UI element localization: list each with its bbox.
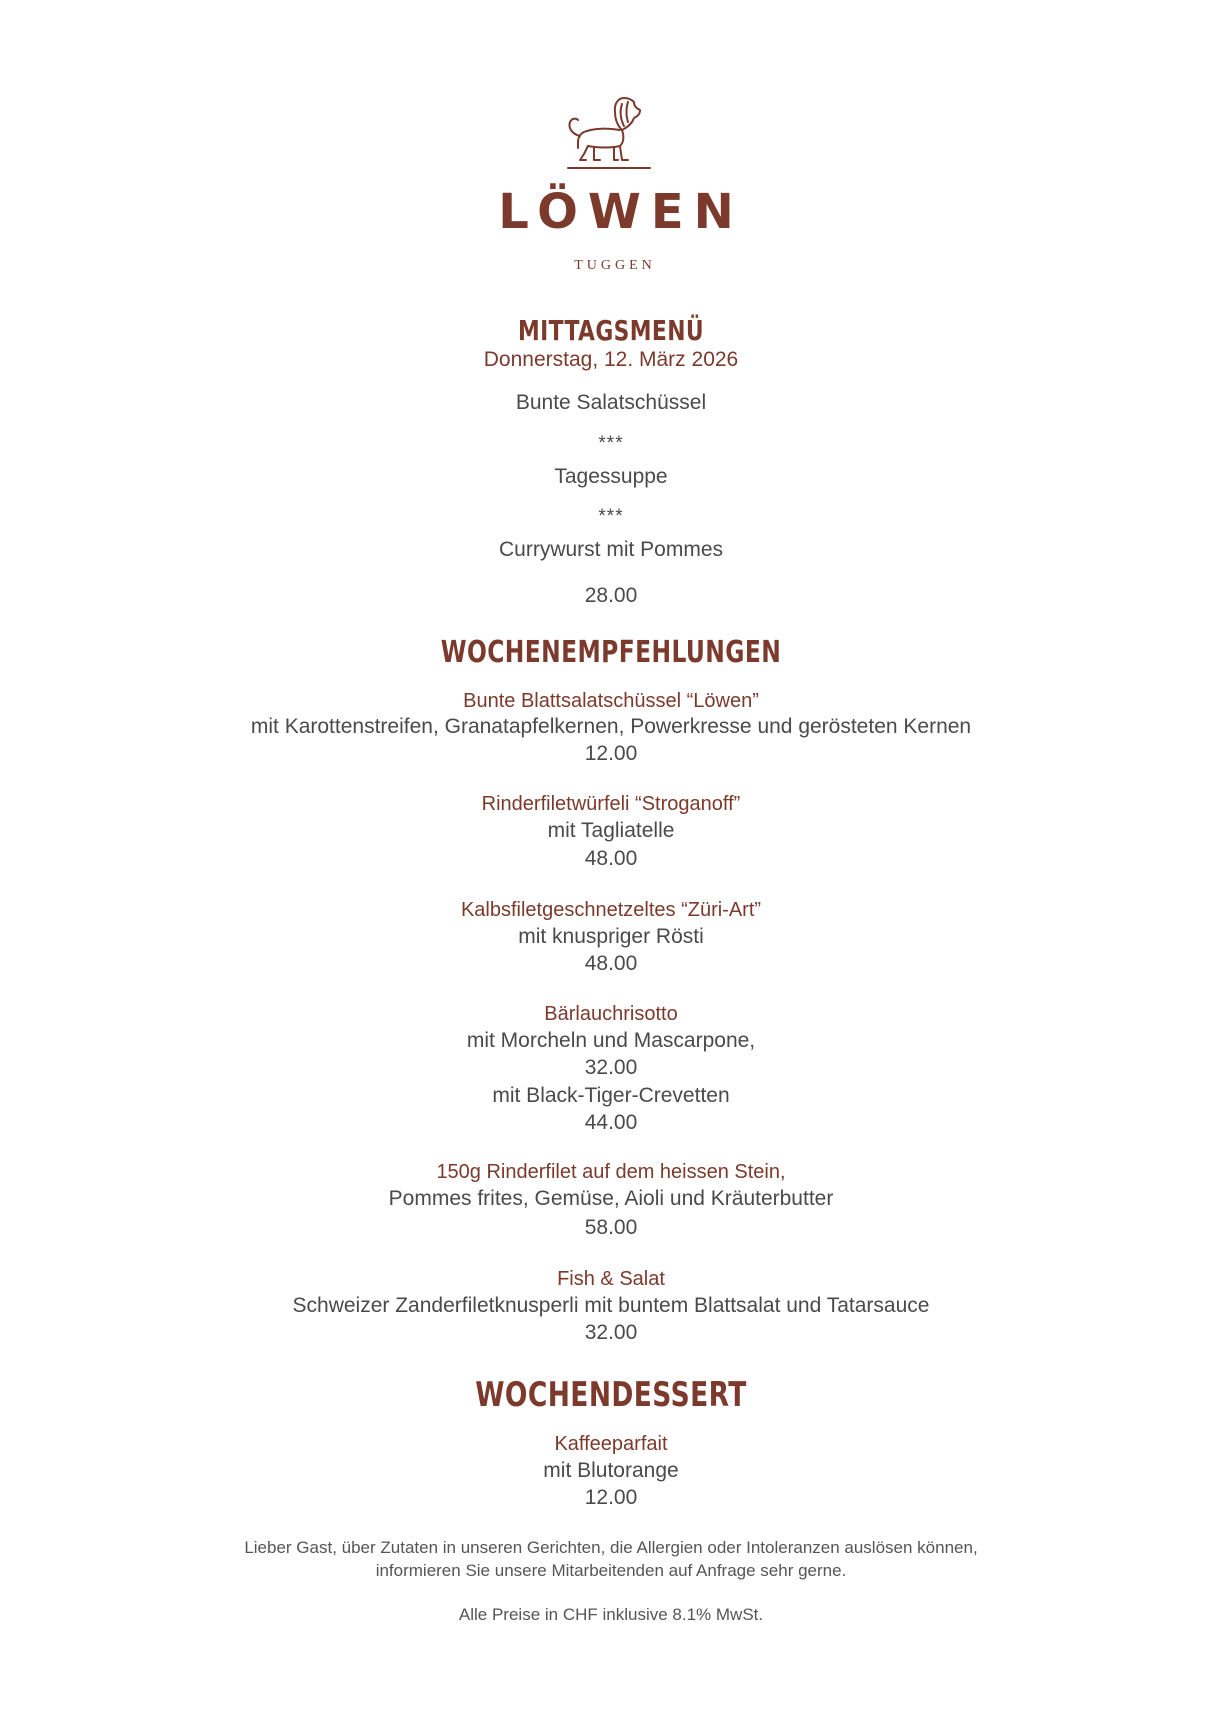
dish-name: Rinderfiletwürfeli “Stroganoff” xyxy=(481,793,741,815)
allergy-note-line-2: informieren Sie unsere Mitarbeitenden auf Anfrage sehr gerne. xyxy=(375,1561,847,1580)
lunch-date: Donnerstag, 12. März 2026 xyxy=(483,348,739,371)
dish-price: 32.00 xyxy=(584,1321,638,1344)
allergy-note-line-1: Lieber Gast, über Zutaten in unseren Gerichten, die Allergien oder Intoleranzen auslösen können, xyxy=(244,1538,978,1557)
dish-price: 48.00 xyxy=(584,847,638,870)
dish-name: Bunte Blattsalatschüssel “Löwen” xyxy=(463,690,759,712)
dish-description: mit knuspriger Rösti xyxy=(518,925,704,948)
dish-description-alt: mit Black-Tiger-Crevetten xyxy=(492,1084,730,1107)
dish-description: mit Morcheln und Mascarpone, xyxy=(466,1029,756,1052)
lunch-course-starter: Bunte Salatschüssel xyxy=(515,391,707,414)
dish-price: 58.00 xyxy=(584,1216,638,1239)
dish-description: mit Karottenstreifen, Granatapfelkernen, Powerkresse und gerösteten Kernen xyxy=(250,715,972,738)
dessert-description: mit Blutorange xyxy=(543,1459,679,1482)
lunch-separator: *** xyxy=(598,433,624,454)
lunch-course-soup: Tagessuppe xyxy=(554,465,668,488)
lunch-separator: *** xyxy=(598,506,624,527)
dish-description: mit Tagliatelle xyxy=(547,819,675,842)
dessert-name: Kaffeeparfait xyxy=(554,1433,668,1455)
dessert-price: 12.00 xyxy=(584,1486,638,1509)
brand-location: TUGGEN xyxy=(574,258,656,273)
dish-name: 150g Rinderfilet auf dem heissen Stein, xyxy=(436,1161,786,1183)
dish-name: Kalbsfiletgeschnetzeltes “Züri-Art” xyxy=(460,899,762,921)
brand-name: LÖWEN xyxy=(498,184,744,240)
lunch-title: MITTAGSMENÜ xyxy=(518,314,704,347)
dish-price: 32.00 xyxy=(584,1056,638,1079)
prices-note: Alle Preise in CHF inklusive 8.1% MwSt. xyxy=(458,1605,764,1624)
dish-price-alt: 44.00 xyxy=(584,1111,638,1134)
dish-name: Fish & Salat xyxy=(557,1268,665,1290)
dish-description: Schweizer Zanderfiletknusperli mit buntem Blattsalat und Tatarsauce xyxy=(292,1294,930,1317)
weekly-title: WOCHENEMPFEHLUNGEN xyxy=(440,635,782,670)
lion-logo-icon xyxy=(558,94,664,188)
dish-price: 12.00 xyxy=(584,742,638,765)
dish-name: Bärlauchrisotto xyxy=(544,1003,678,1025)
dish-price: 48.00 xyxy=(584,952,638,975)
lunch-price: 28.00 xyxy=(584,584,638,607)
dessert-title: WOCHENDESSERT xyxy=(475,1375,747,1415)
lunch-course-main: Currywurst mit Pommes xyxy=(498,538,724,561)
dish-description: Pommes frites, Gemüse, Aioli und Kräuterbutter xyxy=(388,1187,834,1210)
